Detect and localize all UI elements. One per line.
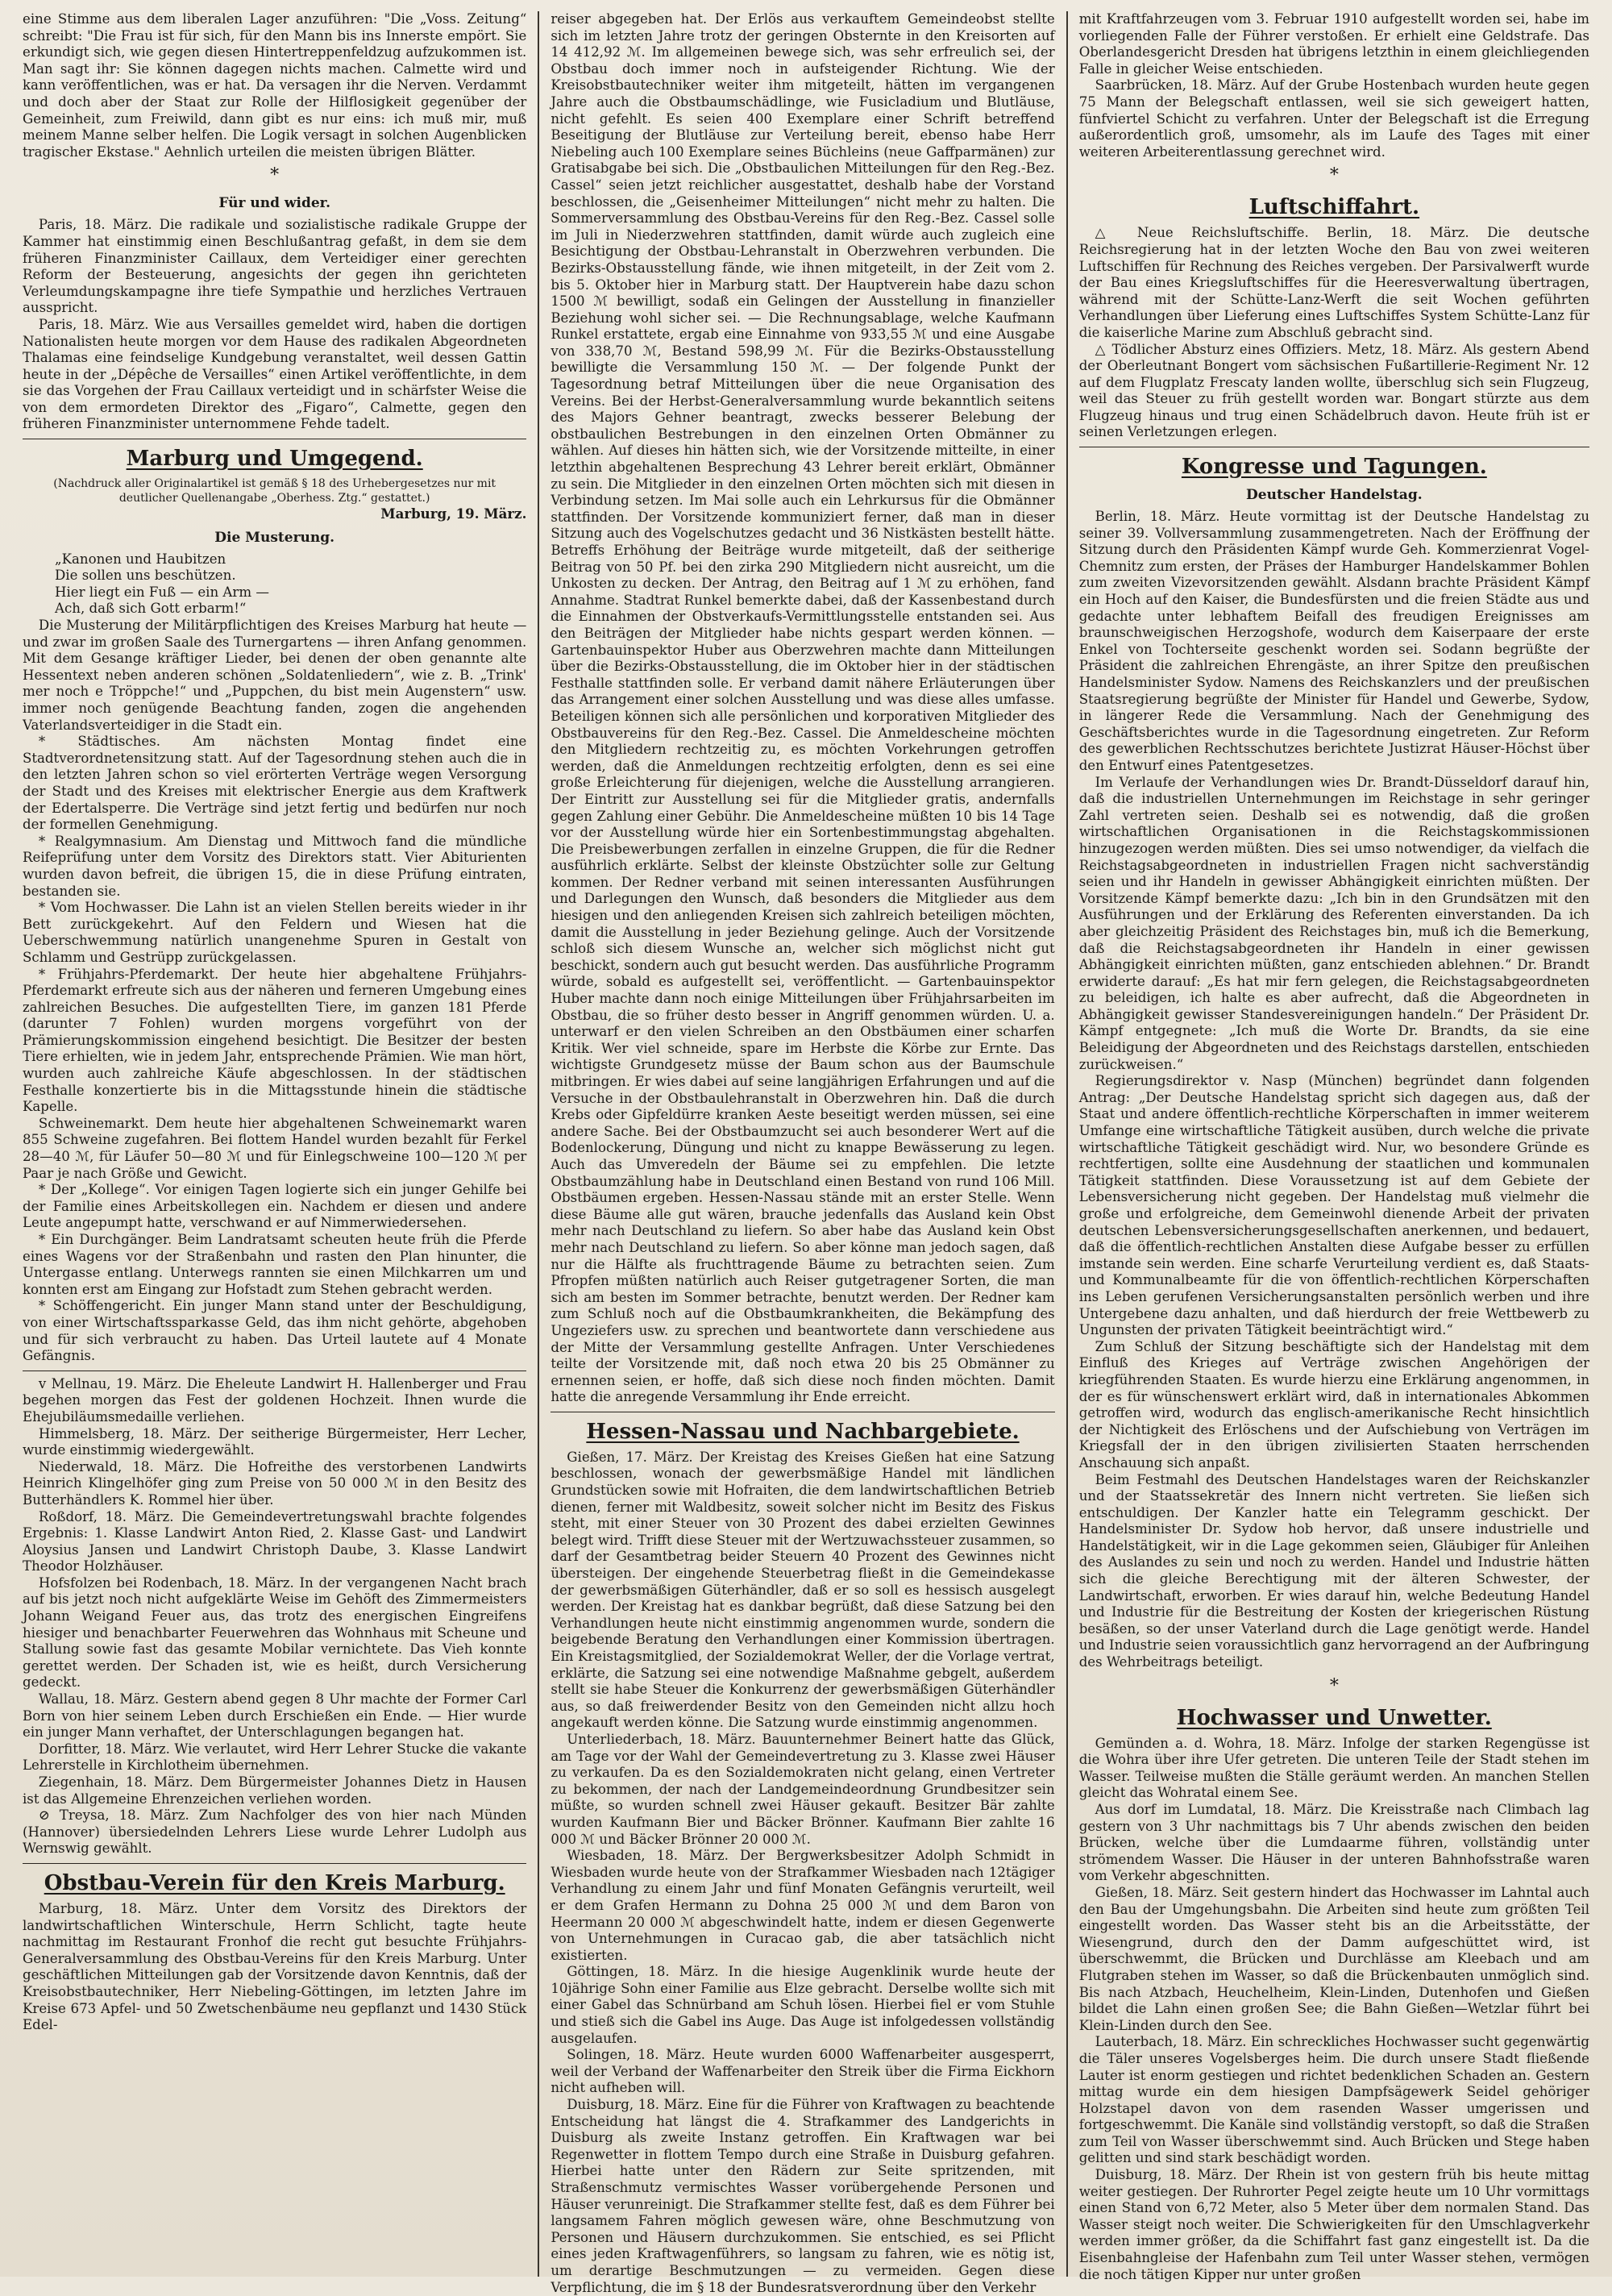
- article-text: mit Kraftfahrzeugen vom 3. Februar 1910 aufgestellt worden sei, habe im vorliegenden Falle der Führer verstoßen. Er erhielt eine Geldstrafe. Das Oberlandesgericht Dresden hat übrigens letzthin in einem gleichliegenden Falle in gleicher Weise entschieden.: [1078, 11, 1590, 77]
- article-text: Gemünden a. d. Wohra, 18. März. Infolge der starken Regengüsse ist die Wohra über ihre Ufer getreten. Die unteren Teile der Stadt stehen im Wasser. Teilweise mußten die Ställe geräumt werden. An manchen Stellen gleicht das Wohratal einem See.: [1078, 1735, 1590, 1801]
- article-heading: Deutscher Handelstag.: [1246, 487, 1423, 504]
- article-text: Paris, 18. März. Die radikale und sozialistische radikale Gruppe der Kammer hat einstimmig einen Beschlußantrag gefaßt, in dem sie dem früheren Finanzminister Caillaux, dem Verteidiger einer gerechten Reform der Besteuerung, angesichts der gegen ihn gerichteten Verleumdungskampagne ihre tiefe Sympathie und herzliches Vertrauen ausspricht.: [23, 217, 527, 316]
- article-text: * Städtisches. Am nächsten Montag findet eine Stadtverordnetensitzung statt. Auf der Tagesordnung stehen auch die in den letzten Jahren schon so viel erörterten Verträge wegen Versorgung der Stadt und des Kreises mit elektrischer Energie aus dem Kraftwerk der Edertalsperre. Die Verträge sind jetzt fertig und bedürfen nur noch der formellen Genehmigung.: [23, 734, 527, 833]
- article-text: reiser abgegeben hat. Der Erlös aus verkauftem Gemeindeobst stellte sich im letzten Jahre trotz der geringen Obsternte in den Kreisorten auf 14 412,92 ℳ. Im allgemeinen bewege sich, was sehr erfreulich sei, der Obstbau doch immer noch in aufsteigender Richtung. Wie der Kreisobstbautechniker weiter ihm mitgeteilt, hätten im vergangenen Jahre auch die Obstbaumschädlinge, wie Fusicladium und Blutläuse, nicht gefehlt. Es seien 400 Exemplare einer Schrift betreffend Beseitigung der Blutläuse zur Verteilung bereit, ebenso habe Herr Niebeling auch 100 Exemplare seines Büchleins (neue Gaffparmänen) zur Gratisabgabe bei sich. Die „Obstbaulichen Mitteilungen für den Reg.-Bez. Cassel“ seien jetzt reichlicher ausgestattet, deshalb habe der Vorstand beschlossen, die „Geisenheimer Mitteilungen“ nicht mehr zu halten. Die Sommerversammlung des Obstbau-Vereins für den Reg.-Bez. Cassel solle im Juli in Niederzwehren stattfinden, damit würde auch zugleich eine Besichtigung der Obstbau-Lehranstalt in Oberzwehren verbunden. Die Bezirks-Obstausstellung fände, wie ihnen mitgeteilt, in der Zeit vom 2. bis 5. Oktober hier in Marburg statt. Der Hauptverein habe dazu schon 1500 ℳ bewilligt, sodaß ein Gelingen der Ausstellung in finanzieller Beziehung wohl sicher sei. — Die Rechnungsablage, welche Kaufmann Runkel erstattete, ergab eine Einnahme von 933,55 ℳ und eine Ausgabe von 338,70 ℳ, Bestand 598,99 ℳ. Für die Bezirks-Obstausstellung bewilligte die Versammlung 150 ℳ. — Der folgende Punkt der Tagesordnung betraf Mitteilungen über die neue Organisation des Vereins. Bei der Herbst-Generalversammlung wurde bekanntlich seitens des Majors Gehner beantragt, zwecks besserer Belebung der obstbaulichen Bestrebungen in den einzelnen Orten Obmänner zu wählen. Auf dieses hin hätten sich, wie der Vorsitzende mitteilte, in einer letzthin abgehaltenen Besprechung 43 Lehrer bereit erklärt, Obmänner zu sein. Die Mitglieder in den einzelnen Orten möchten sich mit diesen in Verbindung setzen. Im Mai solle auch ein Lehrkursus für die Obmänner stattfinden. Der Vorsitzende kommuniziert ferner, daß man in dieser Sitzung auch des Vogelschutzes gedacht und 36 Nistkästen bestellt hätte. Betreffs Erhöhung der Beiträge wurde mitgeteilt, daß der seitherige Beitrag von 50 Pf. bei den zirka 290 Mitgliedern nicht ausreicht, um die Unkosten zu decken. Der Antrag, den Beitrag auf 1 ℳ zu erhöhen, fand Annahme. Stadtrat Runkel bemerkte dabei, daß der Kassenbestand durch die Einnahmen der Obstverkaufs-Vermittlungsstelle entstanden sei. Aus den Beiträgen der Mitglieder habe nichts gespart werden können. — Gartenbauinspektor Huber aus Oberzwehren machte dann Mitteilungen über die Bezirks-Obstausstellung, die im Oktober hier in der städtischen Festhalle stattfinden solle. Er verband damit nähere Erläuterungen über das Arrangement einer solchen Ausstellung und was diese alles umfasse. Beteiligen können sich alle persönlichen und korporativen Mitglieder des Obstbauvereins für den Reg.-Bez. Cassel. Die Anmeldescheine möchten den Mitgliedern rechtzeitig zu, es möchten Vorkehrungen getroffen werden, daß die Anmeldungen rechtzeitig erfolgten, denn es sei eine große Erleichterung für diejenigen, welche die Ausstellung arrangieren. Der Eintritt zur Ausstellung sei für die Mitglieder gratis, andernfalls gegen Zahlung einer Gebühr. Die Anmeldescheine müßten 10 bis 14 Tage vor der Ausstellung würde hier ein Sortenbestimmungstag abgehalten. Die Preisbewerbungen zerfallen in einzelne Gruppen, die für die Redner ausführlich erklärte. Selbst der kleinste Obstzüchter solle zur Geltung kommen. Der Redner verband mit seinen interessanten Ausführungen und Darlegungen den Wunsch, daß besonders die Mitglieder aus dem hiesigen und den anliegenden Kreisen sich zahlreich beteiligen möchten, damit die Ausstellung in jeder Beziehung gelinge. Auch der Vorsitzende schloß sich diesem Wunsche an, welcher sich möglichst nicht gut beschickt, sondern auch gut besucht werden. Das ausführliche Programm würde, sobald es aufgestellt sei, veröffentlicht. — Gartenbauinspektor Huber machte dann noch einige Mitteilungen über Frühjahrsarbeiten im Obstbau, die so früher desto besser in Angriff genommen würden. U. a. unterwarf er den vielen Schreiben an den Obstbäumen einer scharfen Kritik. Wer viel schneide, spare im Herbste die Körbe zur Ernte. Das wichtigste Grundgesetz müsse der Baum schon aus der Baumschule mitbringen. Er wies dabei auf seine langjährigen Erfahrungen und auf die Versuche in der Obstbaulehranstalt in Oberzwehren hin. Daß die durch Krebs oder Gipfeldürre kranken Aeste beseitigt werden müssen, sei eine andere Sache. Bei der Obstbaumzucht sei auch besonderer Wert auf die Bodenlockerung, Düngung und nicht zu knappe Bewässerung zu legen. Auch das Umveredeln der Bäume sei zu empfehlen. Die letzte Obstbaumzählung habe in Deutschland einen Bestand von rund 106 Mill. Obstbäumen ergeben. Hessen-Nassau stände mit an erster Stelle. Wenn diese Bäume alle gut wären, brauche jedenfalls das Ausland kein Obst mehr nach Deutschland zu liefern. So aber habe das Ausland kein Obst mehr nach Deutschland zu liefern. So aber könne man jedoch sagen, daß nur die Hälfte als fruchttragende Bäume zu betrachten seien. Zum Pfropfen müßten natürlich auch Reiser gutgetragener Sorten, die man sich am besten im Sommer betrachte, benutzt werden. Der Redner kam zum Schluß noch auf die Obstbaumkrankheiten, die Bekämpfung des Ungeziefers usw. zu sprechen und beantwortete dann verschiedene aus der Mitte der Versammlung gestellte Anfragen. Unter Verschiedenes teilte der Vorsitzende mit, daß noch etwa 20 bis 25 Obmänner zu ernennen seien, er hoffe, daß sich diese noch finden möchten. Damit hatte die anregende Versammlung ihr Ende erreicht.: [550, 11, 1055, 1405]
- section-heading: Marburg und Umgegend.: [126, 447, 423, 472]
- section-heading: Obstbau-Verein für den Kreis Marburg.: [44, 1870, 505, 1895]
- article-text: Gießen, 17. März. Der Kreistag des Kreises Gießen hat eine Satzung beschlossen, wonach der gewerbsmäßige Handel mit ländlichen Grundstücken sowie mit Hofraiten, die dem landwirtschaftlichen Betrieb dienen, ferner mit Waldbesitz, soweit solcher nicht im Besitz des Fiskus steht, mit einer Steuer von 30 Prozent des dabei erzielten Gewinnes belegt wird. Trifft diese Steuer mit der Wertzuwachssteuer zusammen, so darf der Gesamtbetrag beider Steuern 40 Prozent des Gewinnes nicht übersteigen. Der eingehende Steuerbetrag fließt in die Gemeindekasse der gewerbsmäßigen Güterhändler, daß er so soll es hessisch ausgelegt werden. Der Kreistag hat es dankbar begrüßt, daß diese Satzung bei den Verhandlungen heute nicht einstimmig angenommen wurde, sondern die beigebende Beratung den Verhandlungen einer Kommission übertragen. Ein Kreistagsmitglied, der Sozialdemokrat Weller, der die Vorlage vertrat, erklärte, die Satzung sei eine notwendige Maßnahme gebgelt, außerdem stellt sie habe Steuer die Konkurrenz der gewerbsmäßigen Güterhändler aus, so daß freiwerdender Besitz von den Gemeinden nicht allzu hoch angekauft werden könne. Die Satzung wurde einstimmig angenommen.: [550, 1449, 1055, 1731]
- column-3: [1068, 11, 1601, 2282]
- section-heading: Kongresse und Tagungen.: [1181, 455, 1487, 480]
- divider: [23, 1863, 526, 1864]
- section-heading: Für und wider.: [218, 195, 330, 212]
- article-text: Wallau, 18. März. Gestern abend gegen 8 Uhr machte der Former Carl Born von hier seinem Leben durch Erschießen ein Ende. — Hier wurde ein junger Mann verhaftet, der Unterschlagungen begangen hat.: [23, 1691, 527, 1741]
- article-text: Duisburg, 18. März. Der Rhein ist von gestern früh bis heute mittag weiter gestiegen. Der Ruhrorter Pegel zeigte heute um 10 Uhr vormittags einen Stand von 6,72 Meter, also 5 Meter über dem normalen Stand. Das Wasser steigt noch weiter. Die Schwierigkeiten für den Umschlagverkehr werden immer größer, da die Schiffahrt fast ganz eingestellt ist. Da die Eisenbahngleise der Hafenbahn zum Teil unter Wasser stehen, vermögen die noch tätigen Kipper nur unter großen: [1078, 2167, 1590, 2282]
- article-text: Duisburg, 18. März. Eine für die Führer von Kraftwagen zu beachtende Entscheidung hat längst die 4. Strafkammer des Landgerichts in Duisburg als zweite Instanz getroffen. Ein Kraftwagen war bei Regenwetter in flottem Tempo durch eine Straße in Duisburg gefahren. Hierbei hatte unter den Rädern zur Seite spritzenden, mit Straßenschmutz vermischtes Wasser vorübergehende Personen und Häuser verunreinigt. Die Strafkammer stellte fest, daß es dem Führer bei langsamem Fahren möglich gewesen wäre, ohne Beschmutzung von Personen und Häusern durchzukommen. Sie entschied, es sei Pflicht eines jeden Kraftwagenführers, so langsam zu fahren, wie es nötig ist, um derartige Beschmutzungen — zu vermeiden. Gegen diese Verpflichtung, die im § 18 der Bundesratsverordnung über den Verkehr: [550, 2097, 1055, 2295]
- article-text: Dorfitter, 18. März. Wie verlautet, wird Herr Lehrer Stucke die vakante Lehrerstelle in Kirchlotheim übernehmen.: [23, 1741, 527, 1774]
- article-text: Marburg, 18. März. Unter dem Vorsitz des Direktors der landwirtschaftlichen Winterschule, Herrn Schlicht, tagte heute nachmittag im Restaurant Fronhof die recht gut besuchte Frühjahrs-Generalversammlung des Obstbau-Vereins für den Kreis Marburg. Unter geschäftlichen Mitteilungen gab der Vorsitzende davon Kenntnis, daß der Kreisobstbautechniker, Herr Niebeling-Göttingen, im letzten Jahre im Kreise 673 Apfel- und 50 Zwetschenbäume neu gepflanzt und 1430 Stück Edel-: [23, 1900, 527, 2033]
- article-text: * Ein Durchgänger. Beim Landratsamt scheuten heute früh die Pferde eines Wagens vor der Straßenbahn und rasten den Plan hinunter, die Untergasse entlang. Unterwegs rannten sie einen Milchkarren um und konnten erst am Eingang zur Hofstadt zum Stehen gebracht werden.: [23, 1232, 527, 1297]
- article-text: * Vom Hochwasser. Die Lahn ist an vielen Stellen bereits wieder in ihr Bett zurückgekehrt. Auf den Feldern und Wiesen hat die Ueberschwemmung natürlich unangenehme Spuren in Gestalt von Schlamm und Gestrüpp zurückgelassen.: [23, 900, 527, 965]
- poem-line: „Kanonen und Haubitzen: [55, 551, 226, 567]
- column-2: [539, 11, 1066, 2295]
- article-text: Saarbrücken, 18. März. Auf der Grube Hostenbach wurden heute gegen 75 Mann der Belegschaft entlassen, weil sie sich geweigert hatten, fünfviertel Schicht zu verfahren. Unter der Belegschaft ist die Erregung außerordentlich groß, umsomehr, als im Laufe des Tages mit einer weiteren Arbeiterentlassung gerechnet wird.: [1078, 77, 1590, 160]
- section-heading: Hochwasser und Unwetter.: [1176, 1705, 1492, 1730]
- article-text: Himmelsberg, 18. März. Der seitherige Bürgermeister, Herr Lecher, wurde einstimmig wiedergewählt.: [23, 1425, 527, 1458]
- poem-line: Hier liegt ein Fuß — ein Arm —: [55, 584, 269, 600]
- article-text: * Frühjahrs-Pferdemarkt. Der heute hier abgehaltene Frühjahrs-Pferdemarkt erfreute sich aus der näheren und ferneren Umgebung eines zahlreichen Besuches. Die aufgestellten Tiere, im ganzen 181 Pferde (darunter 7 Fohlen) wurden morgens vorgeführt von der Prämierungskommission eingehend besichtigt. Die Besitzer der besten Tiere erhielten, wie in jedem Jahr, entsprechende Prämien. Wie man hört, wurden auch zahlreiche Käufe abgeschlossen. In der städtischen Festhalle konzertierte bis in die Mittagsstunde hinein die städtische Kapelle.: [23, 966, 527, 1115]
- article-text: Beim Festmahl des Deutschen Handelstages waren der Reichskanzler und der Staatssekretär des Innern nicht vertreten. Sie ließen sich entschuldigen. Der Kanzler hatte ein Telegramm geschickt. Der Handelsminister Dr. Sydow hob hervor, daß unsere industrielle und Handelstätigkeit, wir in die Lage gekommen seien, Gläubiger für Anleihen des Auslandes zu sein und noch zu werden. Handel und Industrie hätten sich die gleiche Berechtigung mit der älteren Schwester, der Landwirtschaft, erworben. Er wies darauf hin, welche Bedeutung Handel und Industrie für die Bestreitung der Kosten der kriegerischen Rüstung besäßen, so der unser Vaterland durch die Lage genötigt werde. Handel und Industrie seien voraussichtlich ganz hervorragend an der Aufbringung des Wehrbeitrags beteiligt.: [1078, 1471, 1590, 1670]
- section-heading: Hessen-Nassau und Nachbargebiete.: [586, 1419, 1020, 1444]
- article-text: Solingen, 18. März. Heute wurden 6000 Waffenarbeiter ausgesperrt, weil der Verband der Waffenarbeiter den Streik über die Firma Eickhorn nicht aufheben will.: [550, 2047, 1055, 2096]
- article-text: Regierungsdirektor v. Nasp (München) begründet dann folgenden Antrag: „Der Deutsche Handelstag spricht sich dagegen aus, daß der Staat und andere öffentlich-rechtliche Körperschaften in immer weiterem Umfange eine wirtschaftliche Tätigkeit ausüben, durch welche die private wirtschaftliche Tätigkeit geschädigt wird. Nur, wo besondere Gründe es rechtfertigen, sollte eine Ausdehnung der staatlichen und kommunalen Tätigkeit stattfinden. Diese Voraussetzung ist auf dem Gebiete der Lebensversicherung nicht gegeben. Der Handelstag muß vielmehr die große und erfolgreiche, dem Gemeinwohl dienende Arbeit der privaten deutschen Lebensversicherungsgesellschaften anerkennen, und bedauert, daß die öffentlich-rechtlichen Anstalten diese Aufgabe besser zu erfüllen imstande sein werden. Eine scharfe Verurteilung verdient es, daß Staats- und Kommunalbeamte für die von öffentlich-rechtlichen Körperschaften ins Leben gerufenen Versicherungsanstalten persönlich werben und ihre Untergebene dazu anhalten, und daß hierdurch der freie Wettbewerb zu Ungunsten der privaten Tätigkeit beeinträchtigt wird.“: [1078, 1073, 1590, 1338]
- article-text: Gießen, 18. März. Seit gestern hindert das Hochwasser im Lahntal auch den Bau der Umgehungsbahn. Die Arbeiten sind heute zum größten Teil eingestellt worden. Das Wasser steht bis an die Arbeitsstätte, der Wiesengrund, durch den der Damm aufgeschüttet wird, ist überschwemmt, die Brücken und Durchlässe am Kleebach und am Flutgraben stehen im Wasser, so daß die Brückenbauten unmöglich sind. Bis nach Atzbach, Heuchelheim, Klein-Linden, Dutenhofen und Gießen bildet die Lahn einen großen See; die Bahn Gießen—Wetzlar führt bei Klein-Linden durch den See.: [1078, 1884, 1590, 2033]
- article-text: Ziegenhain, 18. März. Dem Bürgermeister Johannes Dietz in Hausen ist das Allgemeine Ehrenzeichen verliehen worden.: [23, 1774, 527, 1807]
- article-text: * Der „Kollege“. Vor einigen Tagen logierte sich ein junger Gehilfe bei der Familie eines Arbeitskollegen ein. Nachdem er diesen und andere Leute angepumpt hatte, verschwand er auf Nimmerwiedersehen.: [23, 1182, 527, 1231]
- article-text: Im Verlaufe der Verhandlungen wies Dr. Brandt-Düsseldorf darauf hin, daß die industriellen Unternehmungen im Reichstage in sehr geringer Zahl vertreten seien. Deshalb sei es notwendig, daß die großen wirtschaftlichen Organisationen in die Reichstagskommissionen hinzugezogen werden müßten. Dies sei umso notwendiger, da vielfach die Reichstagsabgeordneten in industriellen Fragen nicht sachverständig seien und ihr Handeln in gewisser Abhängigkeit einrichten müßten. Der Vorsitzende Kämpf bemerkte dazu: „Ich bin in den Grundsätzen mit den Ausführungen und der Erklärung des Referenten einverstanden. Da ich aber gleichzeitig Präsident des Reichstages bin, muß ich die Bemerkung, daß die Reichstagsabgeordneten ihr Handeln in einer gewissen Abhängigkeit einrichten müßten, ganz entschieden ablehnen.“ Dr. Brandt erwiderte darauf: „Es hat mir fern gelegen, die Reichstagsabgeordneten zu beleidigen, ich halte es aber aufrecht, daß die Abgeordneten in Abhängigkeit gewisser Standesvereinigungen handeln.“ Der Präsident Dr. Kämpf entgegnete: „Ich muß die Worte Dr. Brandts, da sie eine Beleidigung der Abgeordneten und des Reichstags darstellen, entschieden zurückweisen.“: [1078, 774, 1590, 1072]
- article-text: * Schöffengericht. Ein junger Mann stand unter der Beschuldigung, von einer Wirtschaftssparkasse Geld, das ihm nicht gehörte, abgehoben und für sich verbraucht zu haben. Das Urteil lautete auf 4 Monate Gefängnis.: [23, 1298, 527, 1364]
- dateline: Marburg, 19. März.: [380, 505, 527, 522]
- article-text: Roßdorf, 18. März. Die Gemeindevertretungswahl brachte folgendes Ergebnis: 1. Klasse Landwirt Anton Ried, 2. Klasse Gast- und Landwirt Aloysius Jansen und Landwirt Christoph Daube, 3. Klasse Landwirt Theodor Holzhäuser.: [23, 1508, 527, 1574]
- article-text: △ Tödlicher Absturz eines Offiziers. Metz, 18. März. Als gestern Abend der Oberleutnant Bongert vom sächsischen Fußartillerie-Regiment Nr. 12 auf dem Flugplatz Frescaty landen wollte, überschlug sich sein Flugzeug, weil das Steuer zu früh gestellt worden war. Bongart stürzte aus dem Flugzeug hinaus und trug einen Schädelbruch davon. Heute früh ist er seinen Verletzungen erlegen.: [1078, 341, 1590, 440]
- article-text: ⊘ Treysa, 18. März. Zum Nachfolger des von hier nach Münden (Hannover) übersiedelnden Lehrers Liese wurde Lehrer Ludolph aus Wernswig gewählt.: [23, 1807, 527, 1857]
- article-text: Lauterbach, 18. März. Ein schreckliches Hochwasser sucht gegenwärtig die Täler unseres Vogelsberges heim. Die durch unsere Stadt fließende Lauter ist enorm gestiegen und richtet bedenklichen Schaden an. Gestern mittag wurde ein dem hiesigen Dampfsägewerk Seidel gehöriger Holzstapel davon von dem rasenden Wasser umgerissen und fortgeschwemmt. Die Kanäle sind vollständig verstopft, so daß die Straßen zum Teil von Wasser überschwemmt sind. Auch Brücken und Stege haben gelitten und sind stark beschädigt worden.: [1078, 2034, 1590, 2166]
- article-text: Hofsfolzen bei Rodenbach, 18. März. In der vergangenen Nacht brach auf bis jetzt noch nicht aufgeklärte Weise im Gehöft des Zimmermeisters Johann Weigand Feuer aus, das trotz des energischen Eingreifens hiesiger und benachbarter Feuerwehren das Wohnhaus mit Scheune und Stallung sowie fast das gesamte Mobilar vernichtete. Das Vieh konnte gerettet werden. Der Schaden ist, wie es heißt, durch Versicherung gedeckt.: [23, 1574, 527, 1691]
- article-text: Die Musterung der Militärpflichtigen des Kreises Marburg hat heute — und zwar im großen Saale des Turnergartens — ihren Anfang genommen. Mit dem Gesange kräftiger Lieder, bei denen der oben genannte alte Hessentext neben anderen schönen „Soldatenliedern“, wie z. B. „Trink' mer noch e Tröppche!“ und „Puppchen, du bist mein Augenstern“ usw. immer noch genügende Beachtung fanden, zogen die angehenden Vaterlandsverteidiger in die Stadt ein.: [23, 618, 527, 733]
- article-text: Zum Schluß der Sitzung beschäftigte sich der Handelstag mit dem Einfluß des Krieges auf Verträge zwischen Angehörigen der kriegführenden Staaten. Es wurde hierzu eine Erklärung angenommen, in der es für wünschenswert erklärt wird, daß in internationales Abkommen getroffen wird, wodurch das englisch-amerikanische Recht hinsichtlich der Nichtigkeit des Erlöschens und der Aufschiebung von Verträgen im Kriegsfall der in den übrigen zivilisierten Staaten herrschenden Anschauung sich anpaßt.: [1078, 1338, 1590, 1470]
- poem-line: Die sollen uns beschützen.: [55, 568, 236, 584]
- article-text: Wiesbaden, 18. März. Der Bergwerksbesitzer Adolph Schmidt in Wiesbaden wurde heute von der Strafkammer Wiesbaden nach 12tägiger Verhandlung zu einem Jahr und fünf Monaten Gefängnis verurteilt, weil er dem Grafen Hermann zu Dohna 25 000 ℳ und dem Baron von Heermann 20 000 ℳ abgeschwindelt hatte, indem er diesen Gegenwerte von Unternehmungen in Curacao gab, die aber tatsächlich nicht existierten.: [550, 1848, 1055, 1963]
- article-text: v Mellnau, 19. März. Die Eheleute Landwirt H. Hallenberger und Frau begehen morgen das Fest der goldenen Hochzeit. Ihnen wurde die Ehejubiläumsmedaille verliehen.: [23, 1375, 527, 1425]
- section-separator: *: [270, 165, 280, 186]
- section-separator: *: [1329, 165, 1339, 186]
- article-heading: Die Musterung.: [214, 529, 335, 546]
- article-text: Schweinemarkt. Dem heute hier abgehaltenen Schweinemarkt waren 855 Schweine zugefahren. Bei flottem Handel wurden bezahlt für Ferkel 28—40 ℳ, für Läufer 50—80 ℳ und für Einlegschweine 100—120 ℳ per Paar je nach Größe und Gewicht.: [23, 1115, 527, 1181]
- column-1: [11, 11, 538, 2277]
- article-text: Berlin, 18. März. Heute vormittag ist der Deutsche Handelstag zu seiner 39. Vollversammlung zusammengetreten. Nach der Eröffnung der Sitzung durch den Präsidenten Kämpf wurde Geh. Kommerzienrat Vogel-Chemnitz zum ersten, der Präses der Hamburger Handelskammer Bohlen zum zweiten Vizevorsitzenden gewählt. Alsdann brachte Präsident Kämpf ein Hoch auf den Kaiser, die Bundesfürsten und die freien Städte aus und gedachte unter lebhaftem Beifall des freudigen Ereignisses am braunschweigischen Herzogshofe, wodurch dem Kaiserpaare der erste Enkel von Tochterseite geschenkt worden sei. Sodann begrüßte der Präsident die zahlreichen Ehrengäste, an ihrer Spitze den preußischen Handelsminister Sydow. Namens des Reichskanzlers und der preußischen Staatsregierung begrüßte der Minister für Handel und Gewerbe, Sydow, in längerer Rede die Versammlung. Nach der Genehmigung des Geschäftsberichtes wurde in die Tagesordnung eingetreten. Zur Reform des gewerblichen Rechtsschutzes berichtete Justizrat Häuser-Höchst über den Entwurf eines Patentgesetzes.: [1078, 509, 1590, 773]
- article-text: Niederwald, 18. März. Die Hofreithe des verstorbenen Landwirts Heinrich Klingelhöfer ging zum Preise von 50 000 ℳ in den Besitz des Butterhändlers K. Rommel hier über.: [23, 1458, 527, 1508]
- article-text: Aus dorf im Lumdatal, 18. März. Die Kreisstraße nach Climbach lag gestern von 3 Uhr nachmittags bis 7 Uhr abends zwischen den beiden Brücken, welche über die Lumdaarme führen, vollständig unter strömendem Wasser. Die Häuser in der unteren Bahnhofsstraße waren vom Verkehr abgeschnitten.: [1078, 1802, 1590, 1884]
- section-heading: Luftschiffahrt.: [1248, 195, 1420, 220]
- section-separator: *: [1329, 1675, 1339, 1696]
- article-text: △ Neue Reichsluftschiffe. Berlin, 18. März. Die deutsche Reichsregierung hat in der letzten Woche den Bau von zwei weiteren Luftschiffen für Rechnung des Reiches vergeben. Der Parsivalwerft wurde der Bau eines Kriegsluftschiffes für die Heeresverwaltung übertragen, während mit der Schütte-Lanz-Werft die seit Wochen geführten Verhandlungen über Lieferung eines Luftschiffes System Schütte-Lanz für die kaiserliche Marine zum Abschluß gebracht sind.: [1078, 225, 1590, 340]
- poem-line: Ach, daß sich Gott erbarm!“: [55, 601, 247, 617]
- article-text: Göttingen, 18. März. In die hiesige Augenklinik wurde heute der 10jährige Sohn einer Familie aus Elze gebracht. Derselbe wollte sich mit einer Gabel das Schnürband am Schuh lösen. Hierbei fiel er vom Stuhle und stieß sich die Gabel ins Auge. Das Auge ist infolgedessen vollständig ausgelaufen.: [550, 1964, 1055, 2046]
- copyright-note: (Nachdruck aller Originalartikel ist gemäß § 18 des Urhebergesetzes nur mit deutlicher Quellenangabe „Oberhess. Ztg.“ gestattet.): [53, 477, 496, 505]
- article-text: Paris, 18. März. Wie aus Versailles gemeldet wird, haben die dortigen Nationalisten heute morgen vor dem Hause des radikalen Abgeordneten Thalamas eine feindselige Kundgebung veranstaltet, weil dessen Gattin heute in der „Dépêche de Versailles“ einen Artikel veröffentlichte, in dem sie das Vorgehen der Frau Caillaux verteidigt und in schärfster Weise die von dem ermordeten Direktor des „Figaro“, Calmette, gegen den früheren Finanzminister unternommene Fehde tadelt.: [23, 316, 527, 432]
- article-text: eine Stimme aus dem liberalen Lager anzuführen: "Die „Voss. Zeitung“ schreibt: "Die Frau ist für sich, für den Mann bis ins Innerste empört. Sie erkundigt sich, wie gegen diesen Hintertreppenfeldzug aufzukommen ist. Man sagt ihr: Sie können dagegen nichts machen. Calmette wird und kann veröffentlichen, was er hat. Da versagen ihr die Nerven. Verdammt und doch aber der Staat zur Rolle der Hilflosigkeit gegenüber der Gemeinheit, zum Freiwild, dann gibt es nur eins: ich muß mir, muß meinem Manne selber helfen. Die Logik versagt in solchen Augenblicken tragischer Ekstase." Aehnlich urteilen die meisten übrigen Blätter.: [23, 11, 527, 160]
- article-text: Unterliederbach, 18. März. Bauunternehmer Beinert hatte das Glück, am Tage vor der Wahl der Gemeindevertretung zu 3. Klasse zwei Häuser zu verkaufen. Da es den Sozialdemokraten nicht gelang, einen Vertreter zu bekommen, der nach der Landgemeindeordnung Grundbesitzer sein müßte, so wurden schnell zwei Häuser gekauft. Besitzer Bär zahlte wurden Kaufmann Bier und Bäcker Brönner. Kaufmann Bier zahlte 16 000 ℳ und Bäcker Brönner 20 000 ℳ.: [550, 1731, 1055, 1847]
- columns: [11, 11, 1601, 2295]
- article-text: * Realgymnasium. Am Dienstag und Mittwoch fand die mündliche Reifeprüfung unter dem Vorsitz des Direktors statt. Vier Abiturienten wurden davon befreit, die übrigen 15, die in diese Prüfung eintraten, bestanden sie.: [23, 833, 527, 899]
